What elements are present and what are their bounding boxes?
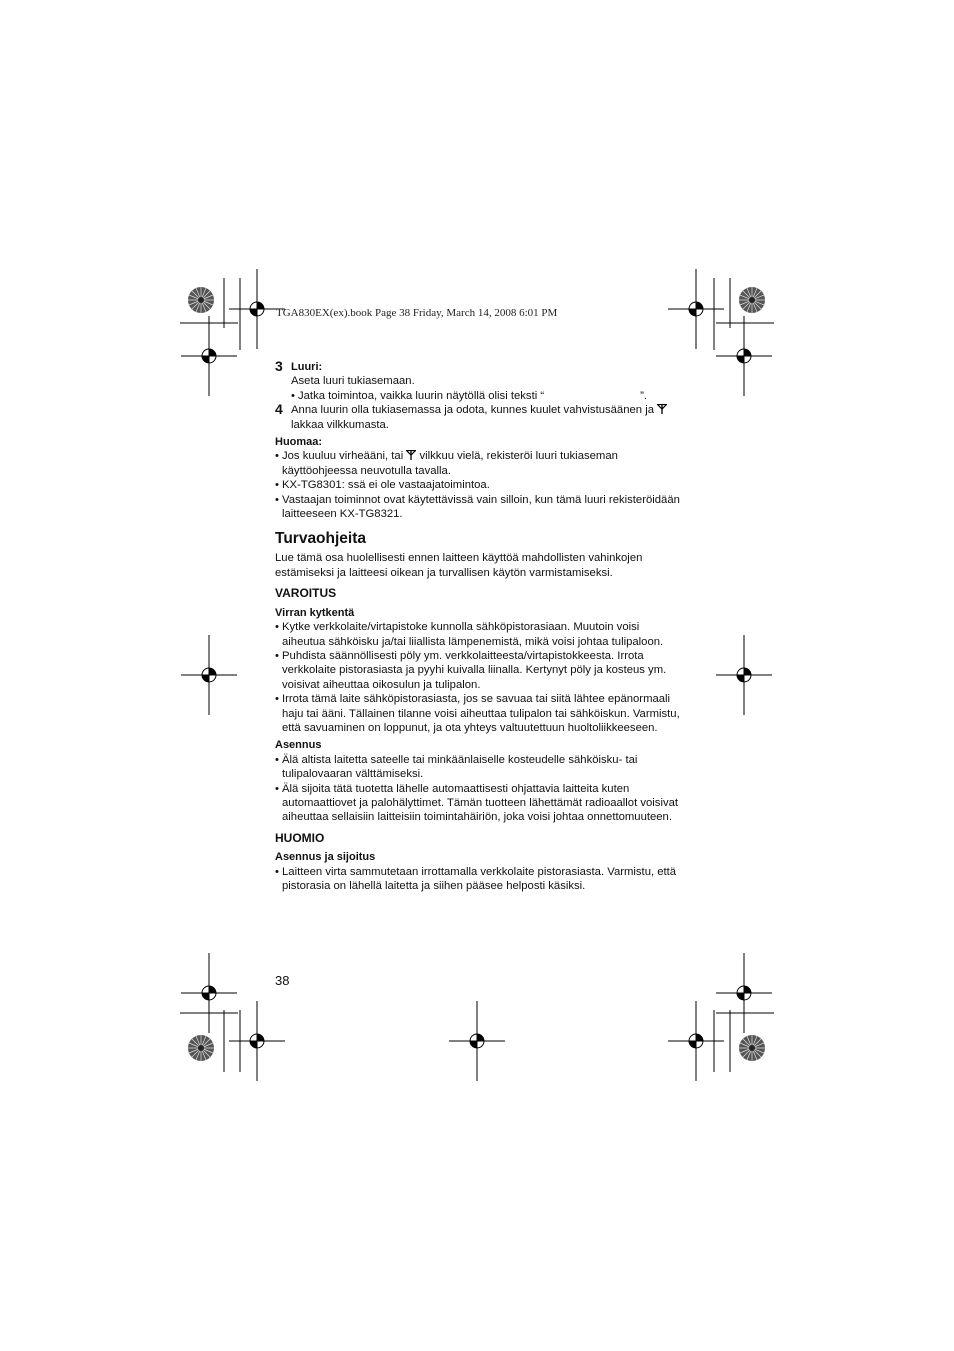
list-item: • Puhdista säännöllisesti pöly ym. verkkolaitteesta/virtapistokkeesta. Irrota verkkolaite pistorasiasta ja pyyhi kuivalla liinalla. Kertynyt pöly ja kosteus ym. voisivat aiheuttaa oikosulun ja tulipalon. — [275, 649, 685, 692]
step-number: 3 — [275, 358, 283, 374]
list-item: • Älä sijoita tätä tuotetta lähelle automaattisesti ohjattavia laitteita kuten automaattiovet ja palohälyttimet. Tämän tuotteen lähettämät radioaallot voisivat aiheuttaa sellaisiin laitteisiin toimintahäiriön, joka voisi johtaa onnettomuuteen. — [275, 782, 685, 825]
step-3 — [275, 360, 685, 403]
list-item: • Irrota tämä laite sähköpistorasiasta, jos se savuaa tai siitä lähtee epänormaali haju tai ääni. Tällainen tilanne voisi aiheuttaa tulipalon tai sähköiskun. Varmistu, että savuaminen on loppunut, ja ota yhteys valtuutettuun huoltoliikkeeseen. — [275, 692, 685, 735]
step-title: Luuri: — [291, 361, 323, 373]
starburst-target-icon — [188, 287, 214, 313]
registration-mark-icon — [668, 1001, 724, 1081]
antenna-icon — [657, 404, 667, 414]
note-label: Huomaa: — [275, 436, 323, 449]
list-item: • Kytke verkkolaite/virtapistoke kunnolla sähköpistorasiaan. Muutoin voisi aiheutua sähköisku ja/tai liiallista lämpenemistä, mikä voisi johtaa tulipaloon. — [275, 620, 685, 649]
page-number: 38 — [275, 973, 290, 988]
step-text: Aseta luuri tukiasemaan. — [291, 375, 415, 388]
starburst-target-icon — [188, 1035, 214, 1061]
registration-mark-icon — [181, 953, 237, 1033]
starburst-target-icon — [739, 287, 765, 313]
subsection-heading: Asennus — [275, 739, 322, 752]
registration-mark-icon — [716, 316, 772, 396]
note-bullet: • Vastaajan toiminnot ovat käytettävissä vain silloin, kun tämä luuri rekisteröidään laitteeseen KX-TG8321. — [275, 493, 685, 522]
note-bullet: • KX-TG8301: ssä ei ole vastaajatoimintoa. — [275, 478, 685, 492]
antenna-icon — [406, 450, 416, 460]
list-item: • Älä altista laitetta sateelle tai minkäänlaiselle kosteudelle sähköisku- tai tulipalovaaran välttämiseksi. — [275, 753, 685, 782]
registration-mark-icon — [449, 1001, 505, 1081]
registration-mark-icon — [716, 635, 772, 715]
step-4 — [275, 403, 685, 432]
list-item: • Laitteen virta sammutetaan irrottamalla verkkolaite pistorasiasta. Varmistu, että pistorasia on lähellä laitetta ja siihen pääsee helposti käsiksi. — [275, 865, 685, 894]
note-bullet: • Jos kuuluu virheääni, tai vilkkuu vielä, rekisteröi luuri tukiaseman käyttöohjeessa neuvotulla tavalla. — [275, 449, 685, 478]
caution-heading: HUOMIO — [275, 830, 325, 845]
step-number: 4 — [275, 401, 283, 418]
registration-mark-icon — [181, 635, 237, 715]
subsection-heading: Asennus ja sijoitus — [275, 851, 376, 864]
registration-mark-icon — [716, 953, 772, 1033]
file-header-line: TGA830EX(ex).book Page 38 Friday, March 14, 2008 6:01 PM — [276, 307, 558, 319]
intro-paragraph: Lue tämä osa huolellisesti ennen laitteen käyttöä mahdollisten vahinkojen estämiseksi ja laitteesi oikean ja turvallisen käytön varmistamiseksi. — [275, 552, 643, 579]
page-content — [275, 360, 685, 893]
section-heading: Turvaohjeita — [275, 530, 367, 548]
step-bullet: • Jatka toimintoa, vaikka luurin näytöllä olisi teksti “ ”. — [291, 389, 685, 403]
subsection-heading: Virran kytkentä — [275, 606, 355, 619]
starburst-target-icon — [739, 1035, 765, 1061]
registration-mark-icon — [181, 316, 237, 396]
step-text: Anna luurin olla tukiasemassa ja odota, kunnes kuulet vahvistusäänen ja lakkaa vilkkumasta. — [291, 403, 685, 432]
registration-mark-icon — [668, 269, 724, 349]
warning-heading: VAROITUS — [275, 586, 337, 601]
